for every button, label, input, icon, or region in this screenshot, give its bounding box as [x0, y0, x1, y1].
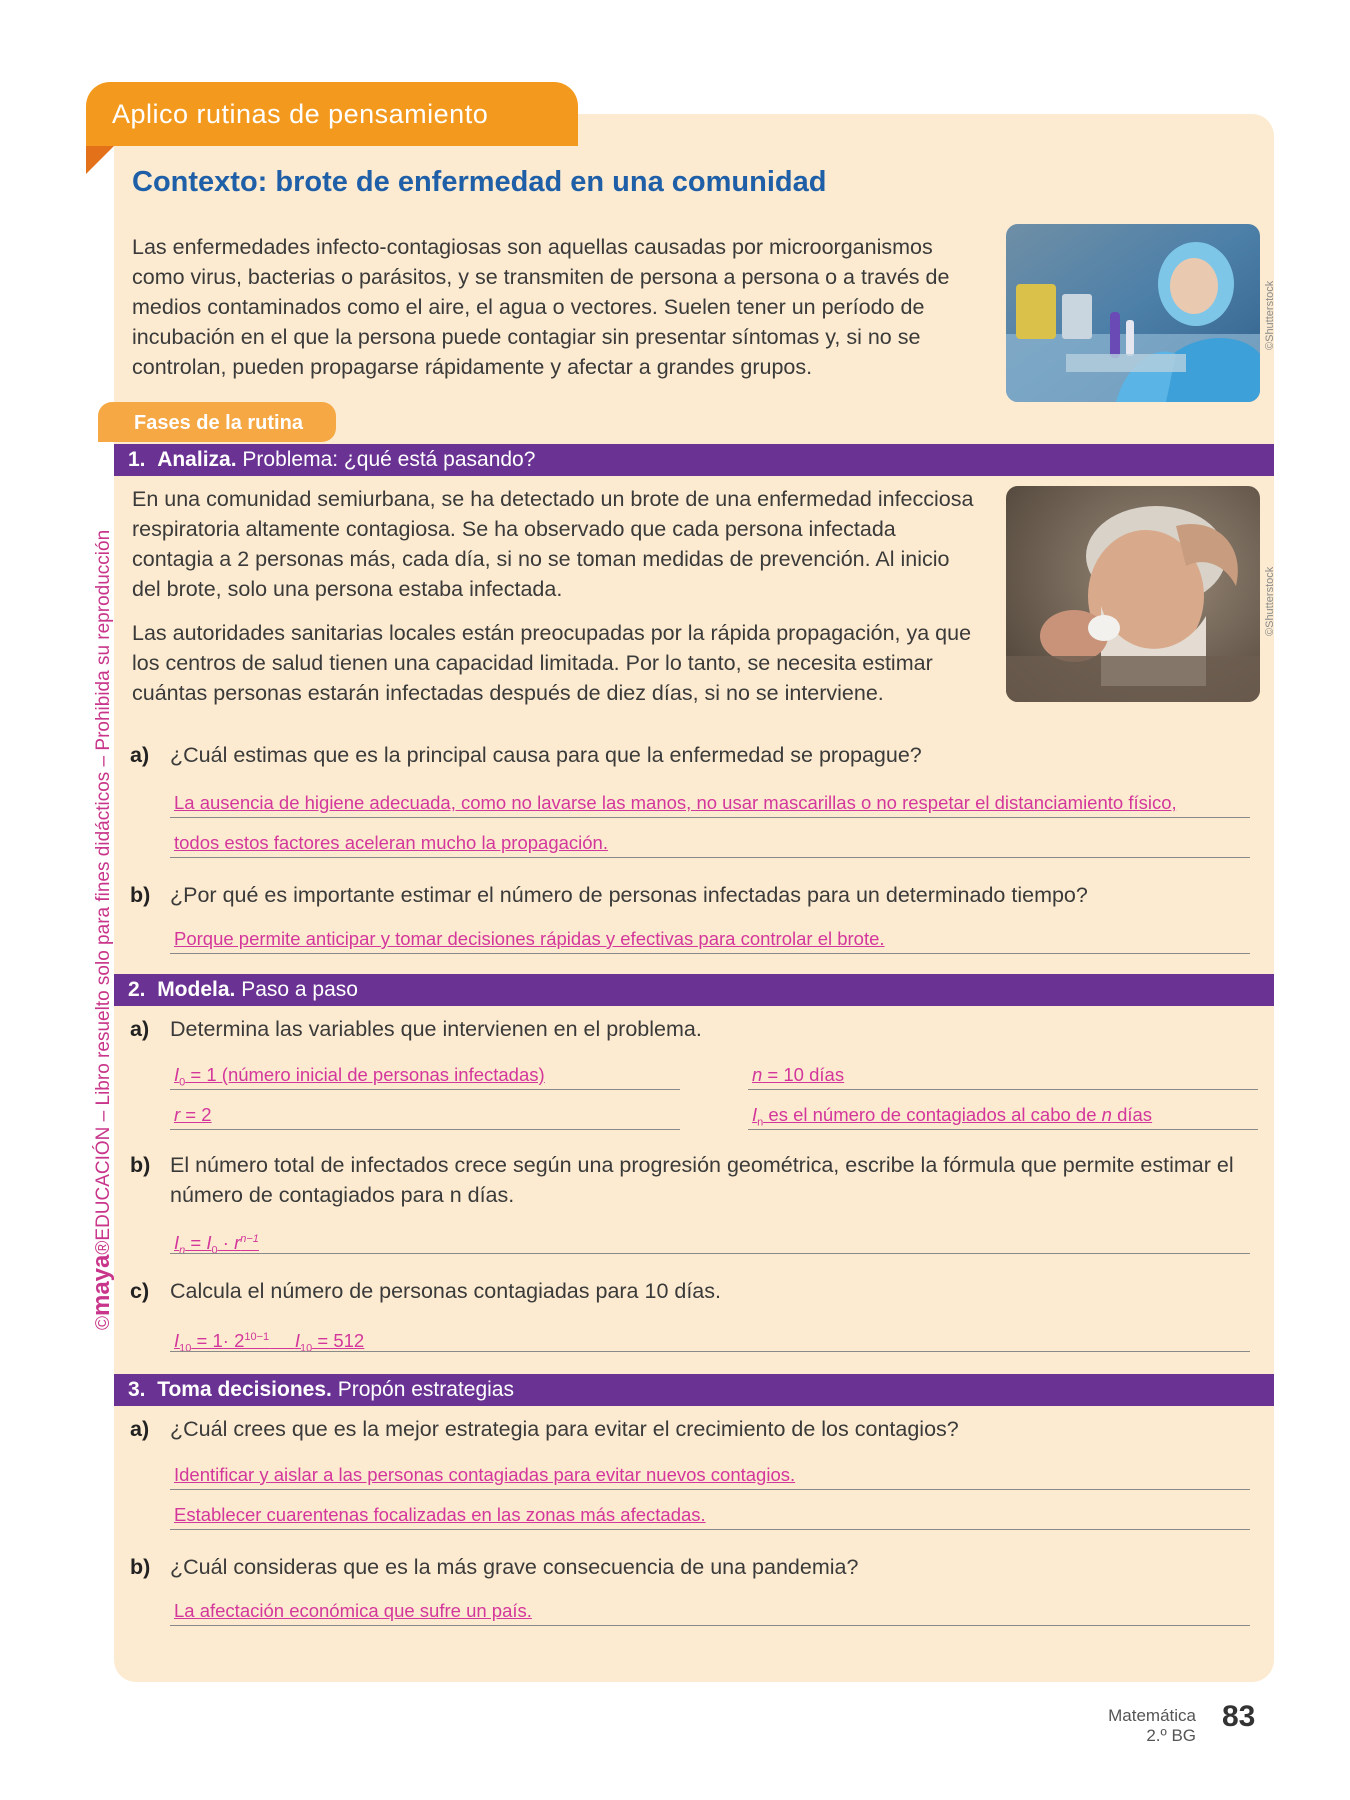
question-1b	[130, 880, 1088, 910]
section-title-rest: Problema: ¿qué está pasando?	[242, 448, 536, 471]
answer-line	[170, 788, 1250, 818]
question-text: El número total de infectados crece según una progresión geométrica, escribe la fórmula que permite estimar el número de contagiados para n días.	[170, 1153, 1234, 1207]
intro-paragraph: Las enfermedades infecto-contagiosas son aquellas causadas por microorganismos como virus, bacterias o parásitos, y se transmiten de persona a persona o a través de medios contaminados como el aire, el agua o vectores. Suelen tener un período de incubación en el que la persona puede contagiar sin presentar síntomas y, si no se controlan, pueden propagarse rápidamente y afectar a grandes grupos.	[132, 235, 950, 379]
question-letter: a)	[130, 1417, 150, 1441]
header-tab-fold	[86, 146, 114, 174]
question-text: Calcula el número de personas contagiadas para 10 días.	[170, 1279, 721, 1303]
question-letter: b)	[130, 883, 151, 907]
answer-line	[170, 828, 1250, 858]
section-3-header	[114, 1374, 1274, 1406]
answer-text: Establecer cuarentenas focalizadas en las zonas más afectadas.	[174, 1504, 706, 1525]
lab-scientist-image	[1006, 224, 1260, 402]
answer-text: todos estos factores aceleran mucho la propagación.	[174, 832, 608, 853]
question-2b	[130, 1150, 1290, 1210]
variable-text: r = 2	[174, 1104, 212, 1125]
section-title-bold: Toma decisiones.	[157, 1378, 332, 1401]
sick-person-photo	[1006, 486, 1260, 702]
copyright-text: EDUCACIÓN – Libro resuelto solo para fines didácticos – Prohibida su reproducción	[93, 529, 114, 1241]
brand-logo-text: maya	[88, 1254, 115, 1316]
variable-text: n = 10 días	[752, 1064, 845, 1085]
sick-person-image	[1006, 486, 1260, 702]
footer-subject	[1108, 1706, 1196, 1746]
section-2-header	[114, 974, 1274, 1006]
question-letter: a)	[130, 743, 150, 767]
answer-line	[170, 1596, 1250, 1626]
answer-text: La afectación económica que sufre un país.	[174, 1600, 532, 1621]
variable-line	[748, 1100, 1258, 1130]
answer-text: La ausencia de higiene adecuada, como no lavarse las manos, no usar mascarillas o no respetar el distanciamiento físico,	[174, 792, 1177, 813]
problem-paragraph-1: En una comunidad semiurbana, se ha detectado un brote de una enfermedad infecciosa respiratoria altamente contagiosa. Se ha observado que cada persona infectada contagia a 2 personas más, cada día, si no se toman medidas de prevención. Al inicio del brote, solo una persona estaba infectada.	[132, 487, 974, 601]
photo-credit: ©Shutterstock	[1264, 280, 1276, 350]
subject-name: Matemática	[1108, 1706, 1196, 1725]
variable-line	[748, 1060, 1258, 1090]
question-letter: c)	[130, 1279, 150, 1303]
question-text: Determina las variables que intervienen en el problema.	[170, 1017, 702, 1041]
section-number: 1.	[128, 448, 146, 471]
question-3b	[130, 1552, 858, 1582]
answer-line	[170, 924, 1250, 954]
answer-text: Identificar y aislar a las personas contagiadas para evitar nuevos contagios.	[174, 1464, 796, 1485]
phases-tab: Fases de la rutina	[98, 402, 336, 442]
question-text: ¿Cuál estimas que es la principal causa para que la enfermedad se propague?	[170, 743, 922, 767]
formula-line	[170, 1224, 1250, 1254]
grade-label: 2.º BG	[1146, 1726, 1196, 1745]
variable-text: $I_0 = 1$ (número inicial de personas infectadas)	[174, 1064, 545, 1089]
answer-line	[170, 1500, 1250, 1530]
question-letter: b)	[130, 1555, 151, 1579]
formula-text: $I_n = I_0 \cdot r^{n-1}$	[174, 1232, 259, 1254]
header-tab: Aplico rutinas de pensamiento	[86, 82, 578, 146]
copyright-symbol: ©	[93, 1316, 114, 1330]
photo-credit: ©Shutterstock	[1264, 566, 1276, 636]
question-2a	[130, 1014, 702, 1044]
section-title-rest: Paso a paso	[241, 978, 358, 1001]
question-3a	[130, 1414, 959, 1444]
question-text: ¿Cuál consideras que es la más grave consecuencia de una pandemia?	[170, 1555, 859, 1579]
section-title-rest: Propón estrategias	[337, 1378, 514, 1401]
copyright-sidebar	[88, 530, 116, 1330]
answer-text: Porque permite anticipar y tomar decisiones rápidas y efectivas para controlar el brote.	[174, 928, 885, 949]
registered-symbol: ®	[93, 1240, 114, 1255]
section-number: 3.	[128, 1378, 146, 1401]
section-number: 2.	[128, 978, 146, 1001]
variable-line	[170, 1060, 680, 1090]
lab-photo	[1006, 224, 1260, 402]
section-1-header	[114, 444, 1274, 476]
problem-paragraph-2: Las autoridades sanitarias locales están preocupadas por la rápida propagación, ya que los centros de salud tienen una capacidad limitada. Por lo tanto, se necesita estimar cuántas personas estarán infectadas después de diez días, si no se interviene.	[132, 621, 972, 705]
page-title: Contexto: brote de enfermedad en una comunidad	[132, 166, 827, 198]
question-text: ¿Por qué es importante estimar el número de personas infectadas para un determinado tiempo?	[170, 883, 1088, 907]
calculation-text: $I_{10} = 1\cdot 2^{10-1}$ $I_{10} = 512$	[174, 1330, 365, 1352]
question-2c	[130, 1276, 721, 1306]
answer-line	[170, 1460, 1250, 1490]
calculation-line	[170, 1322, 1250, 1352]
question-letter: b)	[130, 1153, 151, 1177]
variable-text: $I_n$ es el número de contagiados al cabo de n días	[752, 1104, 1153, 1129]
question-letter: a)	[130, 1017, 150, 1041]
variable-line	[170, 1100, 680, 1130]
page-number: 83	[1222, 1700, 1256, 1733]
section-title-bold: Analiza.	[157, 448, 237, 471]
question-1a	[130, 740, 922, 770]
question-text: ¿Cuál crees que es la mejor estrategia para evitar el crecimiento de los contagios?	[170, 1417, 959, 1441]
section-title-bold: Modela.	[157, 978, 236, 1001]
